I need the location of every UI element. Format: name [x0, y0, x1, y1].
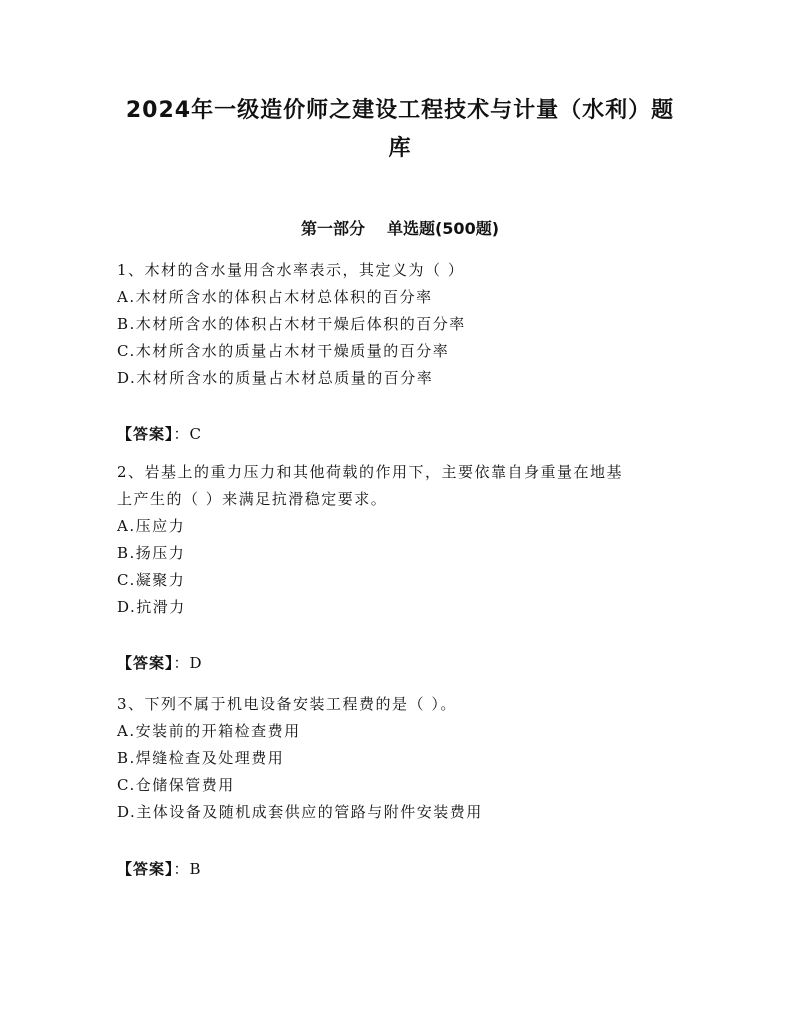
question-1	[117, 257, 697, 392]
answer-label: 【答案】	[117, 425, 174, 443]
title-line-2: 库	[388, 136, 412, 161]
option-b: B.焊缝检查及处理费用	[117, 749, 285, 767]
option-c: C.仓储保管费用	[117, 776, 235, 794]
answer-label: 【答案】	[117, 860, 174, 878]
answer-value: B	[189, 860, 202, 878]
answer-label: 【答案】	[117, 654, 174, 672]
answer-separator: ：	[173, 654, 190, 672]
question-stem: 1、木材的含水量用含水率表示，其定义为（ ）	[117, 261, 465, 279]
option-a: A.压应力	[117, 517, 186, 535]
answer-1	[117, 421, 202, 448]
document-title	[100, 92, 700, 168]
answer-value: D	[189, 654, 203, 672]
option-d: D.主体设备及随机成套供应的管路与附件安装费用	[117, 803, 483, 821]
section-heading	[0, 218, 800, 240]
answer-3	[117, 856, 202, 883]
option-b: B.木材所含水的体积占木材干燥后体积的百分率	[117, 315, 466, 333]
answer-separator: ：	[173, 425, 190, 443]
title-line-1: 2024年一级造价师之建设工程技术与计量（水利）题	[125, 98, 675, 123]
option-a: A.木材所含水的体积占木材总体积的百分率	[117, 288, 433, 306]
answer-separator: ：	[173, 860, 190, 878]
section-name: 单选题(500题)	[386, 219, 500, 238]
option-c: C.凝聚力	[117, 571, 186, 589]
option-d: D.木材所含水的质量占木材总质量的百分率	[117, 369, 434, 387]
question-3	[117, 691, 697, 826]
question-2	[117, 459, 697, 621]
option-a: A.安装前的开箱检查费用	[117, 722, 301, 740]
section-part: 第一部分	[300, 219, 365, 238]
answer-2	[117, 650, 203, 677]
question-stem-line-1: 2、岩基上的重力压力和其他荷载的作用下，主要依靠自身重量在地基	[117, 463, 624, 481]
option-d: D.抗滑力	[117, 598, 186, 616]
option-b: B.扬压力	[117, 544, 186, 562]
option-c: C.木材所含水的质量占木材干燥质量的百分率	[117, 342, 450, 360]
question-stem: 3、下列不属于机电设备安装工程费的是（ ）。	[117, 695, 457, 713]
question-stem-line-2: 上产生的（ ）来满足抗滑稳定要求。	[117, 490, 388, 508]
answer-value: C	[189, 425, 203, 443]
